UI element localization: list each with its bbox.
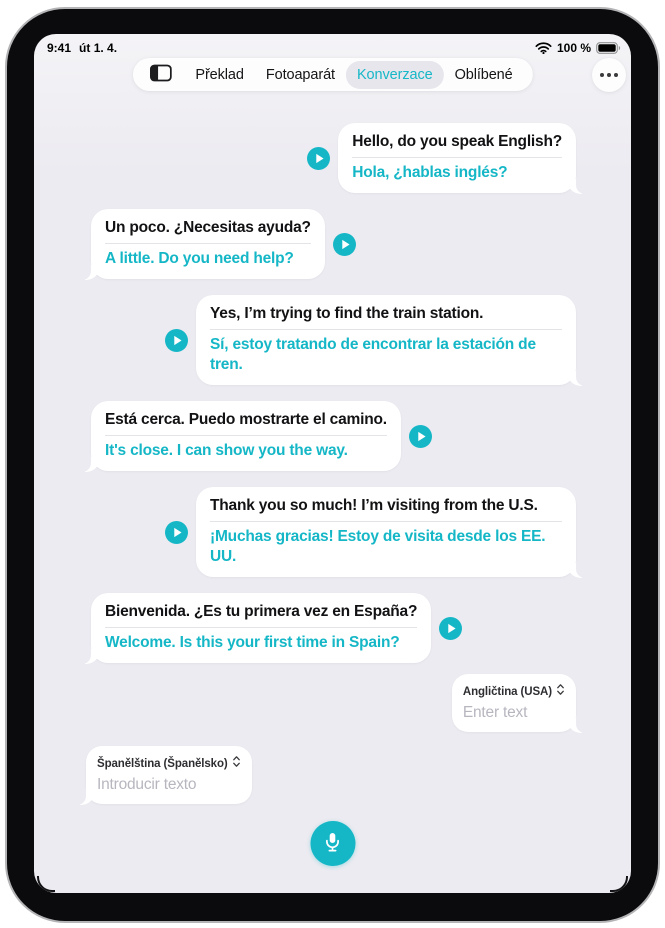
message-translation-text: Hola, ¿hablas inglés?: [352, 164, 508, 181]
bubble-divider: [105, 243, 311, 244]
message-bubble: [338, 123, 576, 193]
message-row: [91, 209, 576, 279]
message-bubble: [196, 487, 576, 577]
chevron-up-down-icon: [232, 755, 241, 773]
tab-bar: [132, 58, 532, 91]
screen-corner-mark-left: [37, 876, 55, 892]
message-bubble: [91, 593, 431, 663]
message-translation-text: A little. Do you need help?: [105, 250, 294, 267]
play-audio-button[interactable]: [165, 521, 188, 544]
tab-fotoaparat[interactable]: Fotoaparát: [255, 61, 346, 89]
ellipsis-icon: [600, 73, 604, 77]
play-audio-button[interactable]: [409, 425, 432, 448]
play-audio-button[interactable]: [333, 233, 356, 256]
play-audio-button[interactable]: [165, 329, 188, 352]
bubble-divider: [352, 157, 562, 158]
text-input-english[interactable]: [452, 674, 576, 732]
message-source-text: Thank you so much! I’m visiting from the U.S.: [210, 497, 538, 514]
message-bubble: [196, 295, 576, 385]
status-left: [47, 41, 117, 55]
message-row: [91, 593, 576, 663]
message-row: [91, 295, 576, 385]
microphone-button[interactable]: [310, 821, 355, 866]
screen-corner-mark-right: [610, 876, 628, 892]
play-audio-button[interactable]: [307, 147, 330, 170]
bubble-divider: [210, 329, 562, 330]
language-selector-spanish[interactable]: Španělština (Španělsko): [97, 758, 228, 770]
message-translation-text: Sí, estoy tratando de encontrar la estación de tren.: [210, 336, 536, 373]
message-bubble: [91, 401, 401, 471]
chevron-up-down-icon: [556, 683, 565, 701]
message-source-text: Yes, I’m trying to find the train station.: [210, 305, 484, 322]
status-right: [535, 41, 621, 55]
status-date: út 1. 4.: [79, 41, 118, 55]
microphone-icon: [321, 830, 345, 857]
message-source-text: Hello, do you speak English?: [352, 133, 562, 150]
more-options-button[interactable]: [592, 58, 626, 92]
bubble-divider: [105, 435, 387, 436]
bubble-divider: [105, 627, 417, 628]
message-source-text: Un poco. ¿Necesitas ayuda?: [105, 219, 311, 236]
message-source-text: Bienvenida. ¿Es tu primera vez en España?: [105, 603, 418, 620]
sidebar-toggle-button[interactable]: [145, 62, 175, 87]
play-audio-button[interactable]: [439, 617, 462, 640]
sidebar-icon: [149, 64, 171, 85]
message-translation-text: It's close. I can show you the way.: [105, 442, 348, 459]
battery-percent-label: 100 %: [556, 41, 591, 55]
language-selector-english[interactable]: Angličtina (USA): [462, 686, 552, 698]
text-input-placeholder: Introducir texto: [97, 776, 197, 793]
status-bar: [34, 40, 631, 56]
text-input-placeholder: Enter text: [462, 704, 528, 721]
status-time: 9:41: [47, 41, 72, 55]
wifi-icon: [535, 42, 552, 54]
message-row: [91, 123, 576, 193]
message-row: [91, 401, 576, 471]
ipad-device-frame: [5, 7, 660, 923]
battery-icon: [596, 42, 621, 54]
message-bubble: [91, 209, 325, 279]
bubble-divider: [210, 521, 562, 522]
message-row: [91, 487, 576, 577]
message-translation-text: ¡Muchas gracias! Estoy de visita desde los EE. UU.: [210, 528, 546, 565]
translate-app-screen: [34, 34, 631, 893]
tab-konverzace[interactable]: Konverzace: [346, 61, 444, 89]
conversation-transcript: [91, 123, 576, 663]
tab-oblibene[interactable]: Oblíbené: [444, 61, 524, 89]
tab-preklad[interactable]: Překlad: [184, 61, 254, 89]
text-input-spanish[interactable]: [86, 746, 252, 804]
message-source-text: Está cerca. Puedo mostrarte el camino.: [105, 411, 387, 428]
message-translation-text: Welcome. Is this your first time in Spain?: [105, 634, 400, 651]
